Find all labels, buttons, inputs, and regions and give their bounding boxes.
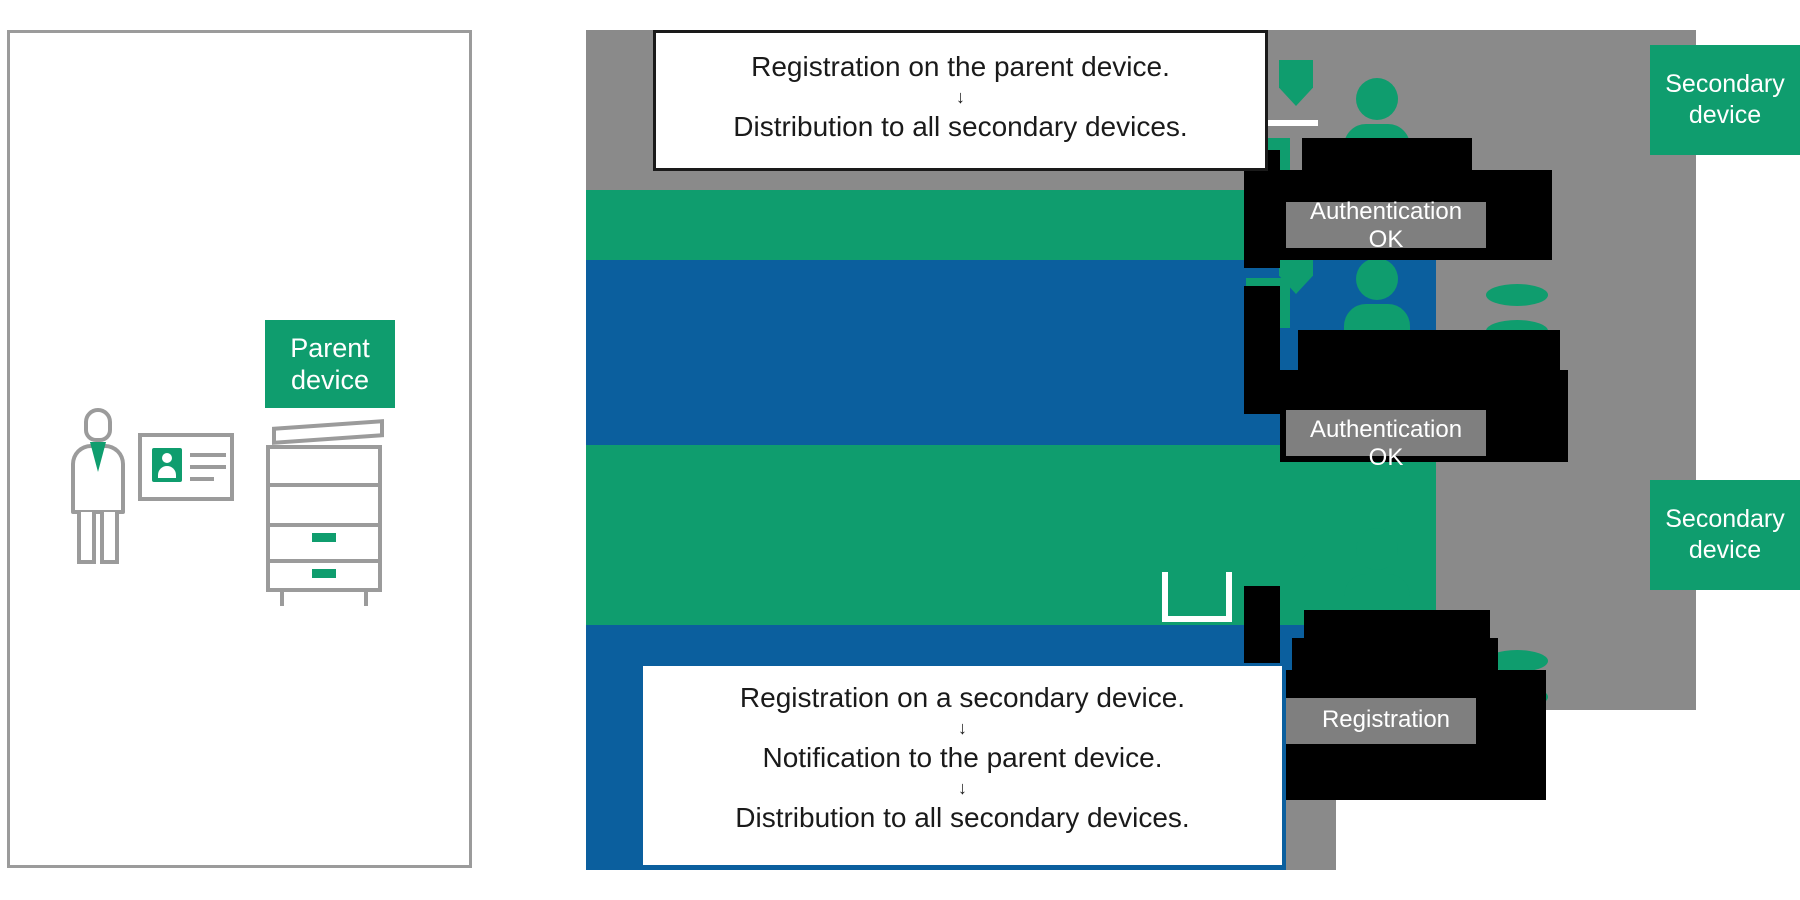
secondary-device-label-2 <box>1650 480 1800 590</box>
secondary-device-label-1-line2: device <box>1688 101 1762 129</box>
printer-foot-right <box>364 592 368 606</box>
printer-feeder <box>272 419 384 445</box>
id-card-line <box>190 477 214 481</box>
callout-top-arrow1: ↓ <box>956 87 965 107</box>
callout-bottom-arrow2: ↓ <box>958 778 967 798</box>
callout-bottom <box>640 663 1285 868</box>
mfp-printer-icon <box>262 423 390 608</box>
outline-fragment <box>1162 616 1232 622</box>
id-card-icon <box>138 433 234 501</box>
callout-bottom-arrow1: ↓ <box>958 718 967 738</box>
parent-device-panel <box>7 30 472 868</box>
green-pill-shape <box>1486 284 1548 306</box>
secondary-device-label-2-line2: device <box>1688 536 1762 564</box>
printer-tray-handle <box>312 533 336 542</box>
printer-foot-left <box>280 592 284 606</box>
auth-ok-line2: OK <box>1368 444 1404 471</box>
parent-device-label <box>265 320 395 408</box>
callout-bottom-line1: Registration on a secondary device. <box>739 682 1186 713</box>
parent-device-label-line2: device <box>290 365 370 395</box>
person-head <box>84 408 112 442</box>
outline-fragment <box>1162 572 1168 622</box>
avatar-body-shape <box>1344 574 1410 610</box>
callout-top-line2: Distribution to all secondary devices. <box>733 111 1188 142</box>
printer-tray-handle <box>312 569 336 578</box>
person-icon <box>68 408 128 563</box>
auth-ok-line2: OK <box>1368 226 1404 253</box>
callout-top-line1: Registration on the parent device. <box>751 51 1170 82</box>
registration-status-label: Registration <box>1321 706 1451 733</box>
avatar-head-shape <box>1356 78 1398 120</box>
authentication-ok-status-1 <box>1266 198 1506 254</box>
redacted-block <box>1244 286 1280 414</box>
id-card-photo <box>152 448 182 482</box>
secondary-device-label-2-line1: Secondary <box>1665 505 1785 533</box>
callout-bottom-line2: Notification to the parent device. <box>762 742 1163 773</box>
authentication-ok-status-2 <box>1266 416 1506 472</box>
registration-status <box>1266 706 1506 734</box>
auth-ok-line1: Authentication <box>1309 198 1463 225</box>
chevron-down-icon <box>1279 60 1313 106</box>
printer-tray-divider <box>266 559 382 563</box>
panel-card-icon <box>1246 528 1290 578</box>
printer-tray-divider <box>266 523 382 527</box>
parent-device-label-line1: Parent <box>290 333 370 363</box>
secondary-device-label-1 <box>1650 45 1800 155</box>
avatar-head-shape <box>1356 258 1398 300</box>
person-leg-right <box>100 512 119 564</box>
callout-top <box>653 30 1268 171</box>
printer-scanner <box>266 445 382 487</box>
avatar-head-shape <box>1356 528 1398 570</box>
callout-bottom-line3: Distribution to all secondary devices. <box>735 802 1190 833</box>
outline-fragment <box>1226 572 1232 622</box>
person-leg-left <box>77 512 96 564</box>
id-card-line <box>190 465 226 469</box>
auth-ok-line1: Authentication <box>1309 416 1463 443</box>
id-card-line <box>190 453 226 457</box>
secondary-device-label-1-line1: Secondary <box>1665 70 1785 98</box>
